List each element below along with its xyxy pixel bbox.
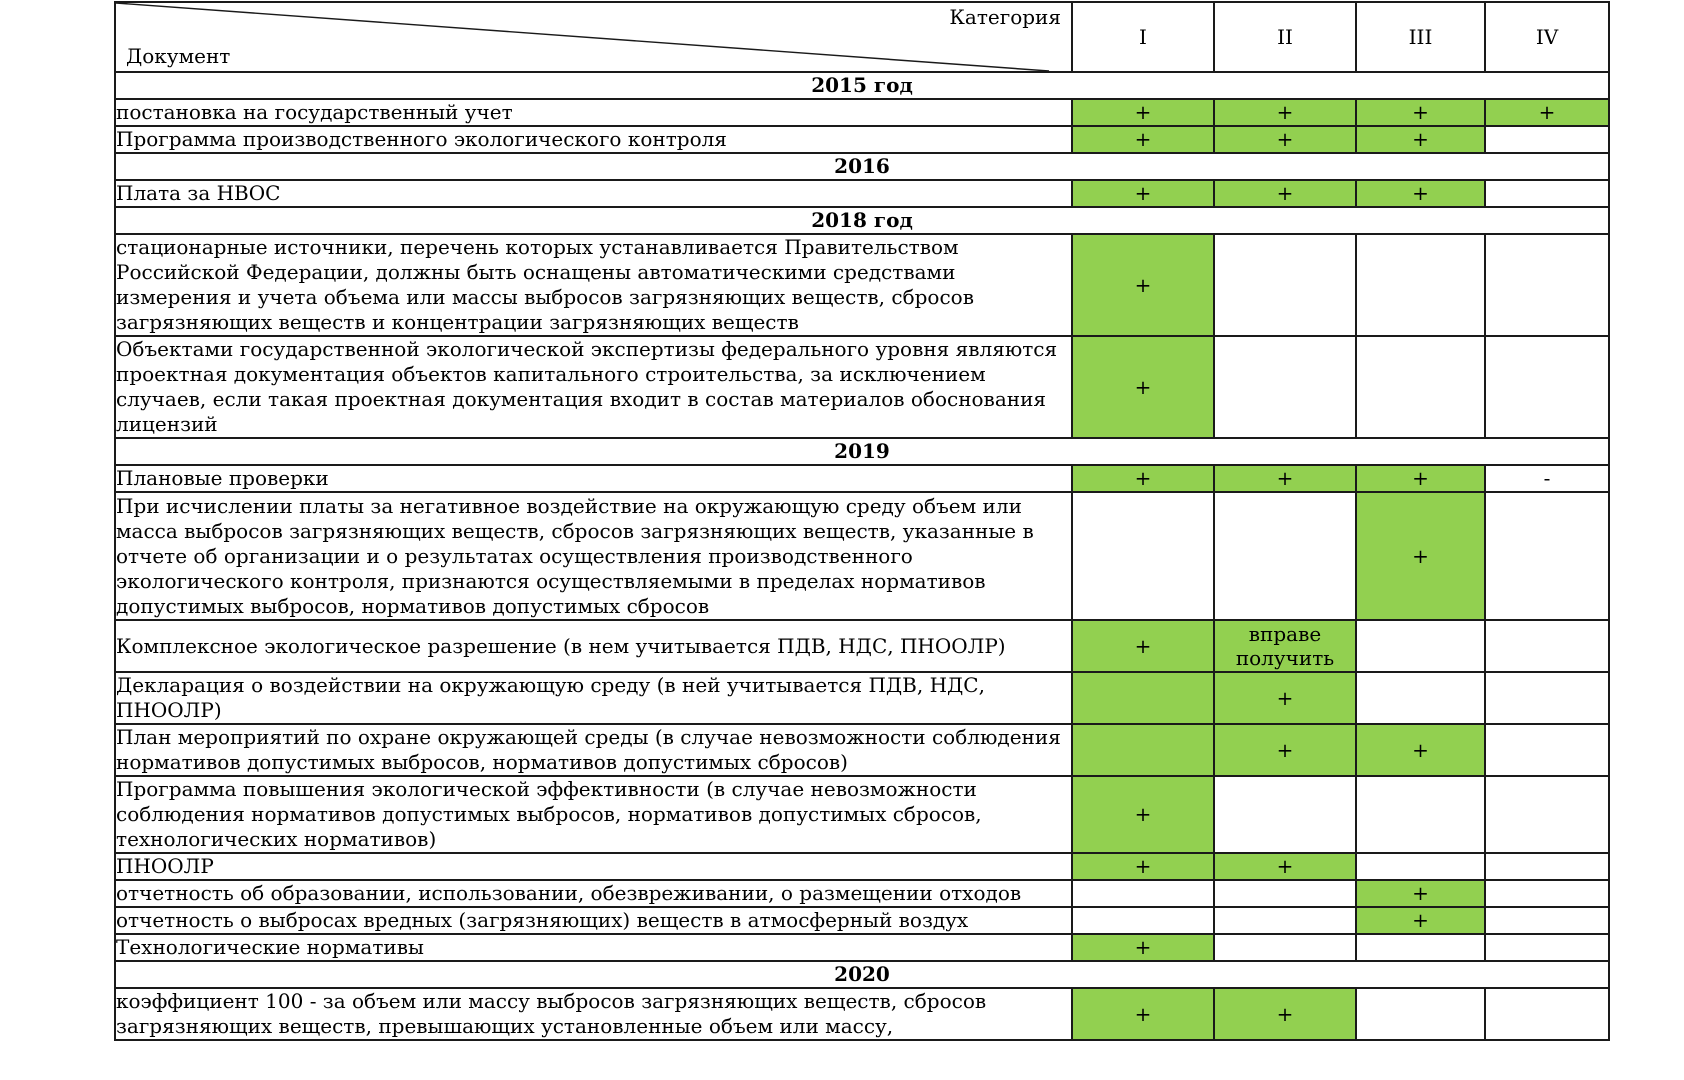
category-i-mark-cell: + [1072,126,1214,153]
category-i-mark-cell [1072,492,1214,620]
category-i-mark-cell: + [1072,934,1214,961]
category-iii-mark-cell: + [1356,126,1485,153]
category-ii-mark-cell: + [1214,853,1356,880]
category-iv-mark-cell [1485,234,1609,336]
table-row [115,180,1609,207]
category-ii-mark-cell: + [1214,126,1356,153]
category-iii-mark-cell [1356,934,1485,961]
header-diagonal-cell [115,2,1072,72]
table-row [115,776,1609,853]
category-ii-mark-cell: + [1214,465,1356,492]
table-row [115,724,1609,776]
category-iii-mark-cell [1356,776,1485,853]
category-i-mark-cell: + [1072,99,1214,126]
category-i-mark-cell [1072,880,1214,907]
document-cell: отчетность о выбросах вредных (загрязняющих) веществ в атмосферный воздух [115,907,1072,934]
category-i-mark-cell: + [1072,465,1214,492]
category-ii-header: II [1214,2,1356,72]
category-ii-mark-cell: + [1214,672,1356,724]
category-i-mark-cell [1072,724,1214,776]
year-section-row [115,961,1609,988]
category-i-mark-cell [1072,907,1214,934]
category-document-table [114,1,1610,1041]
category-iii-mark-cell: + [1356,907,1485,934]
document-cell: Программа повышения экологической эффективности (в случае невозможности соблюдения нормативов допустимых выбросов, нормативов допустимых сбросов, технологических нормативов) [115,776,1072,853]
category-iv-mark-cell [1485,880,1609,907]
year-heading: 2018 год [115,207,1609,234]
header-diagonal-line [116,3,1071,71]
category-ii-mark-cell: + [1214,180,1356,207]
document-cell: При исчислении платы за негативное воздействие на окружающую среду объем или масса выбросов загрязняющих веществ, сбросов загрязняющих веществ, указанные в отчете об организации и о результатах осуществления производственного экологического контроля, признаются осуществляемыми в пределах нормативов допустимых выбросов, нормативов допустимых сбросов [115,492,1072,620]
category-iii-mark-cell [1356,336,1485,438]
category-ii-mark-cell [1214,880,1356,907]
category-i-mark-cell: + [1072,853,1214,880]
category-ii-mark-cell [1214,934,1356,961]
table-row [115,465,1609,492]
category-ii-mark-cell [1214,234,1356,336]
category-iv-mark-cell: + [1485,99,1609,126]
table-row [115,907,1609,934]
document-cell: Декларация о воздействии на окружающую среду (в ней учитывается ПДВ, НДС, ПНООЛР) [115,672,1072,724]
category-iv-header: IV [1485,2,1609,72]
table-row [115,988,1609,1040]
table-body [115,2,1609,1040]
table-row [115,234,1609,336]
category-i-mark-cell: + [1072,988,1214,1040]
year-section-row [115,438,1609,465]
document-cell: Плата за НВОС [115,180,1072,207]
document-cell: Плановые проверки [115,465,1072,492]
mark-text: вправе получить [1235,621,1335,670]
document-cell: Технологические нормативы [115,934,1072,961]
category-iv-mark-cell [1485,620,1609,672]
table-row [115,880,1609,907]
document-cell: отчетность об образовании, использовании, обезвреживании, о размещении отходов [115,880,1072,907]
category-ii-mark-cell [1214,620,1356,672]
year-section-row [115,207,1609,234]
category-iv-mark-cell [1485,126,1609,153]
document-cell: стационарные источники, перечень которых устанавливается Правительством Российской Федерации, должны быть оснащены автоматическими средствами измерения и учета объема или массы выбросов загрязняющих веществ, сбросов загрязняющих веществ и концентрации загрязняющих веществ [115,234,1072,336]
year-heading: 2015 год [115,72,1609,99]
category-ii-mark-cell: + [1214,988,1356,1040]
category-i-mark-cell [1072,672,1214,724]
table-row [115,336,1609,438]
document-cell: коэффициент 100 - за объем или массу выбросов загрязняющих веществ, сбросов загрязняющих веществ, превышающих установленные объем или массу, [115,988,1072,1040]
category-ii-mark-cell [1214,776,1356,853]
category-iii-mark-cell [1356,853,1485,880]
table-row [115,934,1609,961]
category-i-mark-cell: + [1072,620,1214,672]
category-iii-mark-cell [1356,672,1485,724]
table-row [115,99,1609,126]
table-row [115,492,1609,620]
category-iv-mark-cell [1485,672,1609,724]
document-cell: Комплексное экологическое разрешение (в нем учитывается ПДВ, НДС, ПНООЛР) [115,620,1072,672]
category-iv-mark-cell [1485,492,1609,620]
category-iii-mark-cell: + [1356,492,1485,620]
document-cell: План мероприятий по охране окружающей среды (в случае невозможности соблюдения нормативов допустимых выбросов, нормативов допустимых сбросов) [115,724,1072,776]
category-ii-mark-cell: + [1214,99,1356,126]
document-cell: ПНООЛР [115,853,1072,880]
category-iii-mark-cell: + [1356,465,1485,492]
table-row [115,620,1609,672]
year-heading: 2016 [115,153,1609,180]
category-i-mark-cell: + [1072,776,1214,853]
category-i-mark-cell: + [1072,336,1214,438]
category-iv-mark-cell [1485,988,1609,1040]
category-ii-mark-cell [1214,907,1356,934]
category-iii-mark-cell [1356,988,1485,1040]
category-iv-mark-cell [1485,180,1609,207]
category-iii-mark-cell [1356,620,1485,672]
document-cell: Программа производственного экологического контроля [115,126,1072,153]
category-iv-mark-cell [1485,853,1609,880]
table-row [115,672,1609,724]
year-section-row [115,153,1609,180]
category-i-mark-cell: + [1072,180,1214,207]
category-i-mark-cell: + [1072,234,1214,336]
category-iv-mark-cell [1485,934,1609,961]
category-iii-mark-cell: + [1356,724,1485,776]
year-heading: 2020 [115,961,1609,988]
table-row [115,853,1609,880]
category-i-header: I [1072,2,1214,72]
year-section-row [115,72,1609,99]
category-iv-mark-cell [1485,724,1609,776]
document-cell: Объектами государственной экологической экспертизы федерального уровня являются проектная документация объектов капитального строительства, за исключением случаев, если такая проектная документация входит в состав материалов обоснования лицензий [115,336,1072,438]
document-header-label: Документ [126,44,231,68]
table-row [115,126,1609,153]
category-iii-mark-cell [1356,234,1485,336]
category-iv-mark-cell [1485,776,1609,853]
category-ii-mark-cell [1214,492,1356,620]
document-cell: постановка на государственный учет [115,99,1072,126]
category-ii-mark-cell [1214,336,1356,438]
category-header-label: Категория [949,5,1061,29]
table-header-row [115,2,1609,72]
category-iv-mark-cell [1485,336,1609,438]
category-ii-mark-cell: + [1214,724,1356,776]
category-iii-mark-cell: + [1356,99,1485,126]
category-iii-mark-cell: + [1356,180,1485,207]
category-iii-mark-cell: + [1356,880,1485,907]
category-iv-mark-cell [1485,907,1609,934]
year-heading: 2019 [115,438,1609,465]
category-iii-header: III [1356,2,1485,72]
category-iv-mark-cell: - [1485,465,1609,492]
